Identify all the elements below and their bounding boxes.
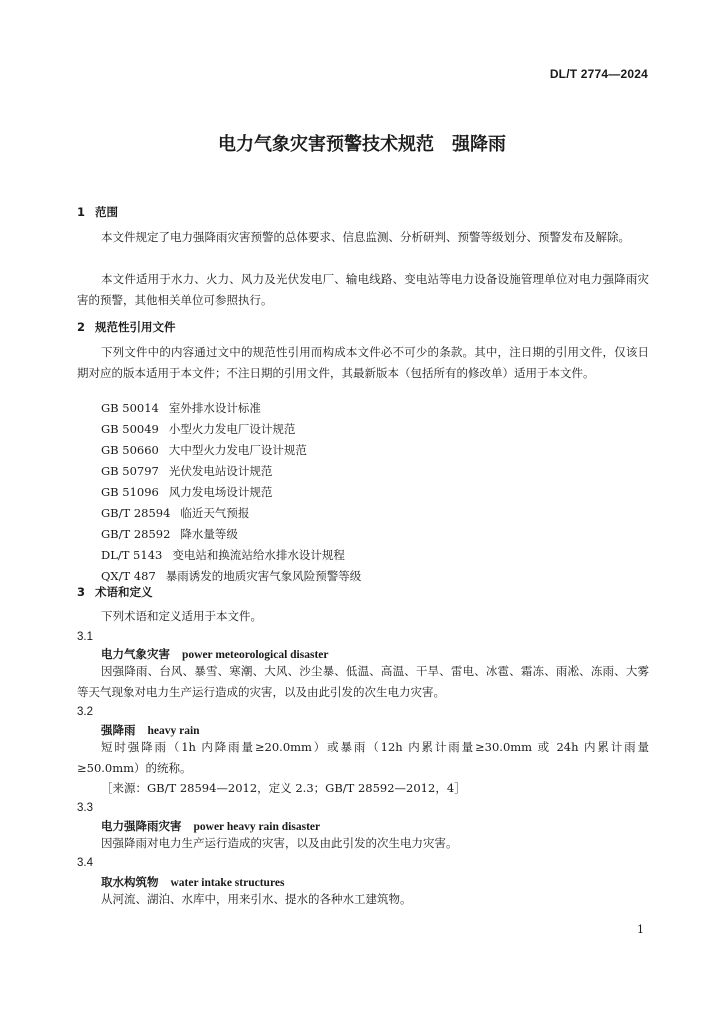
section-heading-terms bbox=[77, 584, 153, 600]
term-zh: 强降雨 bbox=[101, 723, 136, 737]
section-number: 3 bbox=[77, 585, 86, 599]
reference-title: 变电站和换流站给水排水设计规程 bbox=[172, 548, 345, 562]
reference-item bbox=[101, 482, 361, 503]
reference-title: 临近天气预报 bbox=[180, 506, 250, 520]
term-zh: 取水构筑物 bbox=[101, 875, 159, 889]
term-heading bbox=[101, 646, 329, 662]
term-zh: 电力气象灾害 bbox=[101, 647, 170, 661]
reference-item bbox=[101, 524, 361, 545]
term-en: power heavy rain disaster bbox=[193, 821, 321, 833]
reference-title: 暴雨诱发的地质灾害气象风险预警等级 bbox=[165, 569, 362, 583]
reference-item bbox=[101, 461, 361, 482]
section-number: 2 bbox=[77, 320, 86, 334]
reference-code: GB 50797 bbox=[101, 464, 159, 478]
reference-title: 风力发电场设计规范 bbox=[168, 485, 273, 499]
reference-item bbox=[101, 398, 361, 419]
scope-paragraph-2: 本文件适用于水力、火力、风力及光伏发电厂、输电线路、变电站等电力设备设施管理单位对电力强降雨灾害的预警，其他相关单位可参照执行。 bbox=[77, 272, 649, 307]
term-definition: 从河流、湖泊、水库中，用来引水、提水的各种水工建筑物。 bbox=[101, 892, 412, 906]
reference-code: GB/T 28592 bbox=[101, 527, 171, 541]
term-en: heavy rain bbox=[147, 725, 200, 737]
term-number: 3.2 bbox=[77, 706, 93, 718]
reference-code: GB 50014 bbox=[101, 401, 159, 415]
page-number: 1 bbox=[637, 923, 644, 936]
reference-item bbox=[101, 545, 361, 566]
term-definition: 因强降雨、台风、暴雪、寒潮、大风、沙尘暴、低温、高温、干旱、雷电、冰雹、霜冻、雨凇、冻雨、大雾等天气现象对电力生产运行造成的灾害，以及由此引发的次生电力灾害。 bbox=[77, 664, 649, 699]
section-title: 术语和定义 bbox=[95, 585, 153, 599]
term-zh: 电力强降雨灾害 bbox=[101, 819, 182, 833]
section-title: 规范性引用文件 bbox=[95, 320, 176, 334]
term-source: ［来源：GB/T 28594—2012，定义 2.3；GB/T 28592—2012，4］ bbox=[101, 781, 466, 795]
scope-paragraph-1: 本文件规定了电力强降雨灾害预警的总体要求、信息监测、分析研判、预警等级划分、预警发布及解除。 bbox=[101, 230, 630, 244]
reference-title: 小型火力发电厂设计规范 bbox=[168, 422, 296, 436]
reference-list bbox=[101, 398, 361, 587]
term-en: power meteorological disaster bbox=[182, 649, 329, 661]
reference-title: 降水量等级 bbox=[180, 527, 238, 541]
reference-code: GB 50660 bbox=[101, 443, 159, 457]
section-number: 1 bbox=[77, 205, 86, 219]
section-title: 范围 bbox=[95, 205, 118, 219]
reference-code: DL/T 5143 bbox=[101, 548, 163, 562]
term-heading bbox=[101, 722, 200, 738]
term-heading bbox=[101, 874, 284, 890]
reference-title: 光伏发电站设计规范 bbox=[168, 464, 273, 478]
term-definition: 短时强降雨（1h 内降雨量≥20.0mm）或暴雨（12h 内累计雨量≥30.0mm 或 24h 内累计雨量≥50.0mm）的统称。 bbox=[77, 740, 649, 775]
reference-code: GB/T 28594 bbox=[101, 506, 171, 520]
reference-code: QX/T 487 bbox=[101, 569, 156, 583]
term-definition: 因强降雨对电力生产运行造成的灾害，以及由此引发的次生电力灾害。 bbox=[101, 836, 458, 850]
term-heading bbox=[101, 818, 320, 834]
reference-item bbox=[101, 440, 361, 461]
section-heading-scope bbox=[77, 204, 118, 220]
term-number: 3.3 bbox=[77, 802, 93, 814]
section-heading-normative-references bbox=[77, 319, 176, 335]
normative-references-intro: 下列文件中的内容通过文中的规范性引用而构成本文件必不可少的条款。其中，注日期的引用文件，仅该日期对应的版本适用于本文件；不注日期的引用文件，其最新版本（包括所有的修改单）适用于本文件。 bbox=[77, 345, 649, 380]
term-number: 3.4 bbox=[77, 857, 93, 869]
reference-code: GB 50049 bbox=[101, 422, 159, 436]
terms-intro: 下列术语和定义适用于本文件。 bbox=[101, 609, 262, 623]
reference-item bbox=[101, 503, 361, 524]
reference-title: 大中型火力发电厂设计规范 bbox=[168, 443, 307, 457]
reference-title: 室外排水设计标准 bbox=[168, 401, 261, 415]
reference-item bbox=[101, 419, 361, 440]
reference-code: GB 51096 bbox=[101, 485, 159, 499]
standard-code: DL/T 2774—2024 bbox=[549, 67, 648, 81]
document-title: 电力气象灾害预警技术规范 强降雨 bbox=[218, 134, 506, 155]
term-number: 3.1 bbox=[77, 631, 93, 643]
term-en: water intake structures bbox=[170, 877, 285, 889]
